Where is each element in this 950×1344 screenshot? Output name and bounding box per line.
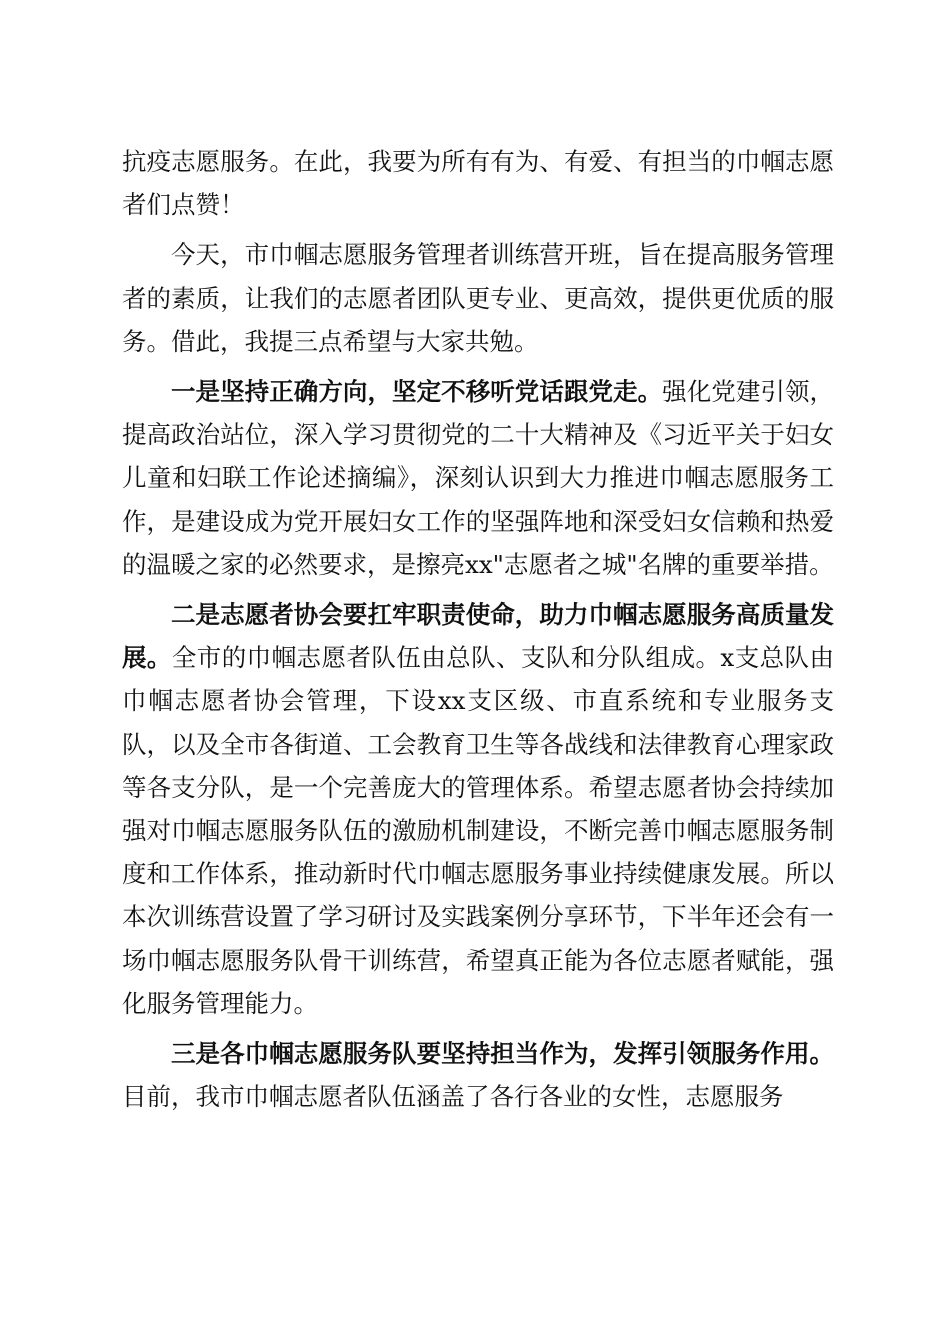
document-body [122, 140, 834, 1125]
paragraph-2 [122, 233, 834, 363]
paragraph-1-text: 抗疫志愿服务。在此，我要为所有有为、有爱、有担当的巾帼志愿者们点赞！ [122, 147, 834, 220]
paragraph-3-text: 强化党建引领，提高政治站位，深入学习贯彻党的二十大精神及《习近平关于妇女儿童和妇联工作论述摘编》，深刻认识到大力推进巾帼志愿服务工作，是建设成为党开展妇女工作的坚强阵地和深受妇女信赖和热爱的温暖之家的必然要求，是擦亮xx"志愿者之城"名牌的重要举措。 [122, 377, 835, 579]
paragraph-3-heading: 一是坚持正确方向，坚定不移听党话跟党走。 [171, 377, 663, 407]
paragraph-3 [122, 370, 834, 586]
paragraph-5-text: 目前，我市巾帼志愿者队伍涵盖了各行各业的女性，志愿服务 [122, 1082, 784, 1112]
paragraph-4-heading: 二是志愿者协会要扛牢职责使命，助力巾帼志愿服务高质量发展。 [122, 600, 834, 673]
paragraph-5-heading: 三是各巾帼志愿服务队要坚持担当作为，发挥引领服务作用。 [171, 1039, 834, 1069]
paragraph-4-text: 全市的巾帼志愿者队伍由总队、支队和分队组成。x支总队由巾帼志愿者协会管理，下设xx支区级、市直系统和专业服务支队，以及全市各街道、工会教育卫生等各战线和法律教育心理家政等各支分队，是一个完善庞大的管理体系。希望志愿者协会持续加强对巾帼志愿服务队伍的激励机制建设，不断完善巾帼志愿服务制度和工作体系，推动新时代巾帼志愿服务事业持续健康发展。所以本次训练营设置了学习研讨及实践案例分享环节，下半年还会有一场巾帼志愿服务队骨干训练营，希望真正能为各位志愿者赋能，强化服务管理能力。 [122, 643, 834, 1018]
paragraph-5 [122, 1032, 834, 1118]
paragraph-1 [122, 140, 834, 226]
paragraph-4 [122, 593, 834, 1025]
paragraph-2-text: 今天，市巾帼志愿服务管理者训练营开班，旨在提高服务管理者的素质，让我们的志愿者团队更专业、更高效，提供更优质的服务。借此，我提三点希望与大家共勉。 [122, 240, 834, 356]
